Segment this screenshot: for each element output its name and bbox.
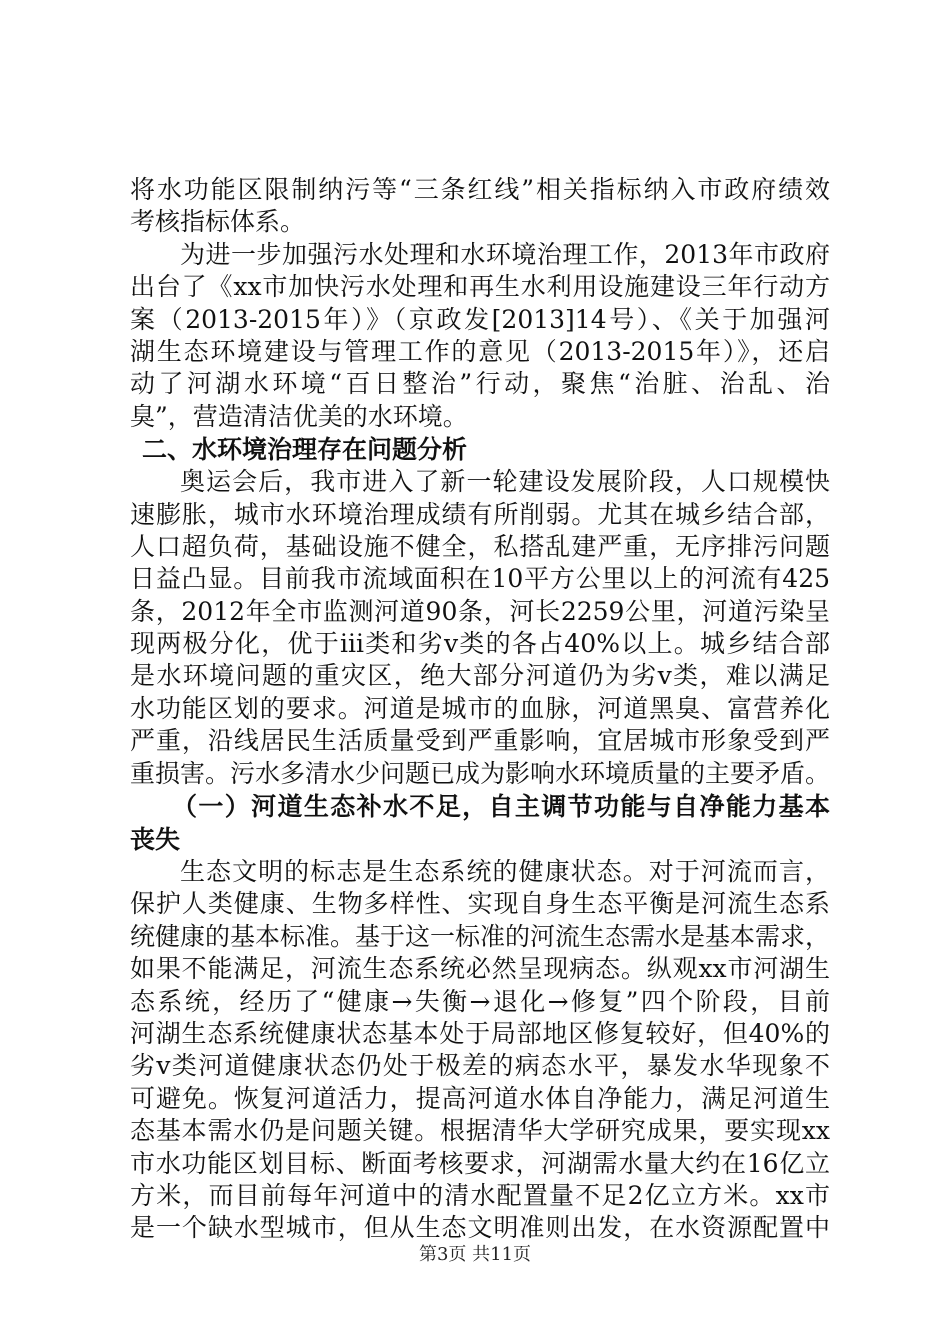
paragraph-line: 条，2012年全市监测河道90条，河长2259公里，河道污染呈 (130, 596, 830, 626)
paragraph-line: 市水功能区划目标、断面考核要求，河湖需水量大约在16亿立 (130, 1148, 830, 1178)
paragraph-line: 方米，而目前每年河道中的清水配置量不足2亿立方米。xx市 (130, 1180, 830, 1210)
subsection-heading: （一）河道生态补水不足，自主调节功能与自净能力基本 (172, 792, 830, 822)
page-number-footer: 第3页 共11页 (418, 1244, 532, 1265)
paragraph-line: 如果不能满足，河流生态系统必然呈现病态。纵观xx市河湖生 (130, 954, 830, 984)
paragraph-line: 将水功能区限制纳污等“三条红线”相关指标纳入市政府绩效 (130, 175, 830, 204)
paragraph-line: 臭”，营造清洁优美的水环境。 (130, 401, 468, 431)
paragraph-line: 可避免。恢复河道活力，提高河道水体自净能力，满足河道生 (130, 1083, 830, 1113)
paragraph-line: 保护人类健康、生物多样性、实现自身生态平衡是河流生态系 (130, 889, 830, 919)
paragraph-line: 态基本需水仍是问题关键。根据清华大学研究成果，要实现xx (130, 1116, 830, 1146)
paragraph-line: 态系统，经历了“健康→失衡→退化→修复”四个阶段，目前 (130, 986, 830, 1016)
paragraph-line: 速膨胀，城市水环境治理成绩有所削弱。尤其在城乡结合部， (130, 499, 830, 529)
paragraph-line: 现两极分化，优于iii类和劣v类的各占40%以上。城乡结合部 (130, 629, 830, 659)
paragraph-line: 案（2013-2015年）》（京政发[2013]14号）、《关于加强河 (130, 304, 830, 334)
paragraph-line: 统健康的基本标准。基于这一标准的河流生态需水是基本需求， (130, 921, 830, 951)
paragraph-line: 为进一步加强污水处理和水环境治理工作，2013年市政府 (180, 239, 830, 269)
paragraph-line: 水功能区划的要求。河道是城市的血脉，河道黑臭、富营养化 (130, 693, 830, 723)
paragraph-line: 生态文明的标志是生态系统的健康状态。对于河流而言， (180, 857, 830, 887)
paragraph-line: 日益凸显。目前我市流域面积在10平方公里以上的河流有425 (130, 564, 830, 594)
document-body (130, 174, 830, 1245)
subsection-heading: 丧失 (130, 825, 181, 855)
paragraph-line: 是一个缺水型城市，但从生态文明准则出发，在水资源配置中 (130, 1213, 830, 1243)
paragraph-line: 动了河湖水环境“百日整治”行动，聚焦“治脏、治乱、治 (130, 369, 830, 399)
paragraph-line: 出台了《xx市加快污水处理和再生水利用设施建设三年行动方 (130, 272, 830, 302)
paragraph-line: 是水环境问题的重灾区，绝大部分河道仍为劣v类，难以满足 (130, 661, 830, 691)
paragraph-line: 重损害。污水多清水少问题已成为影响水环境质量的主要矛盾。 (130, 758, 830, 788)
paragraph-line: 奥运会后，我市进入了新一轮建设发展阶段，人口规模快 (180, 467, 830, 497)
paragraph-line: 河湖生态系统健康状态基本处于局部地区修复较好，但40%的 (130, 1018, 830, 1048)
paragraph-line: 考核指标体系。 (130, 207, 306, 237)
section-heading: 二、水环境治理存在问题分析 (142, 435, 468, 465)
paragraph-line: 人口超负荷，基础设施不健全，私搭乱建严重，无序排污问题 (130, 531, 830, 561)
paragraph-line: 严重，沿线居民生活质量受到严重影响，宜居城市形象受到严 (130, 726, 830, 756)
paragraph-line: 劣v类河道健康状态仍处于极差的病态水平，暴发水华现象不 (130, 1051, 830, 1081)
paragraph-line: 湖生态环境建设与管理工作的意见（2013-2015年）》，还启 (130, 336, 830, 366)
